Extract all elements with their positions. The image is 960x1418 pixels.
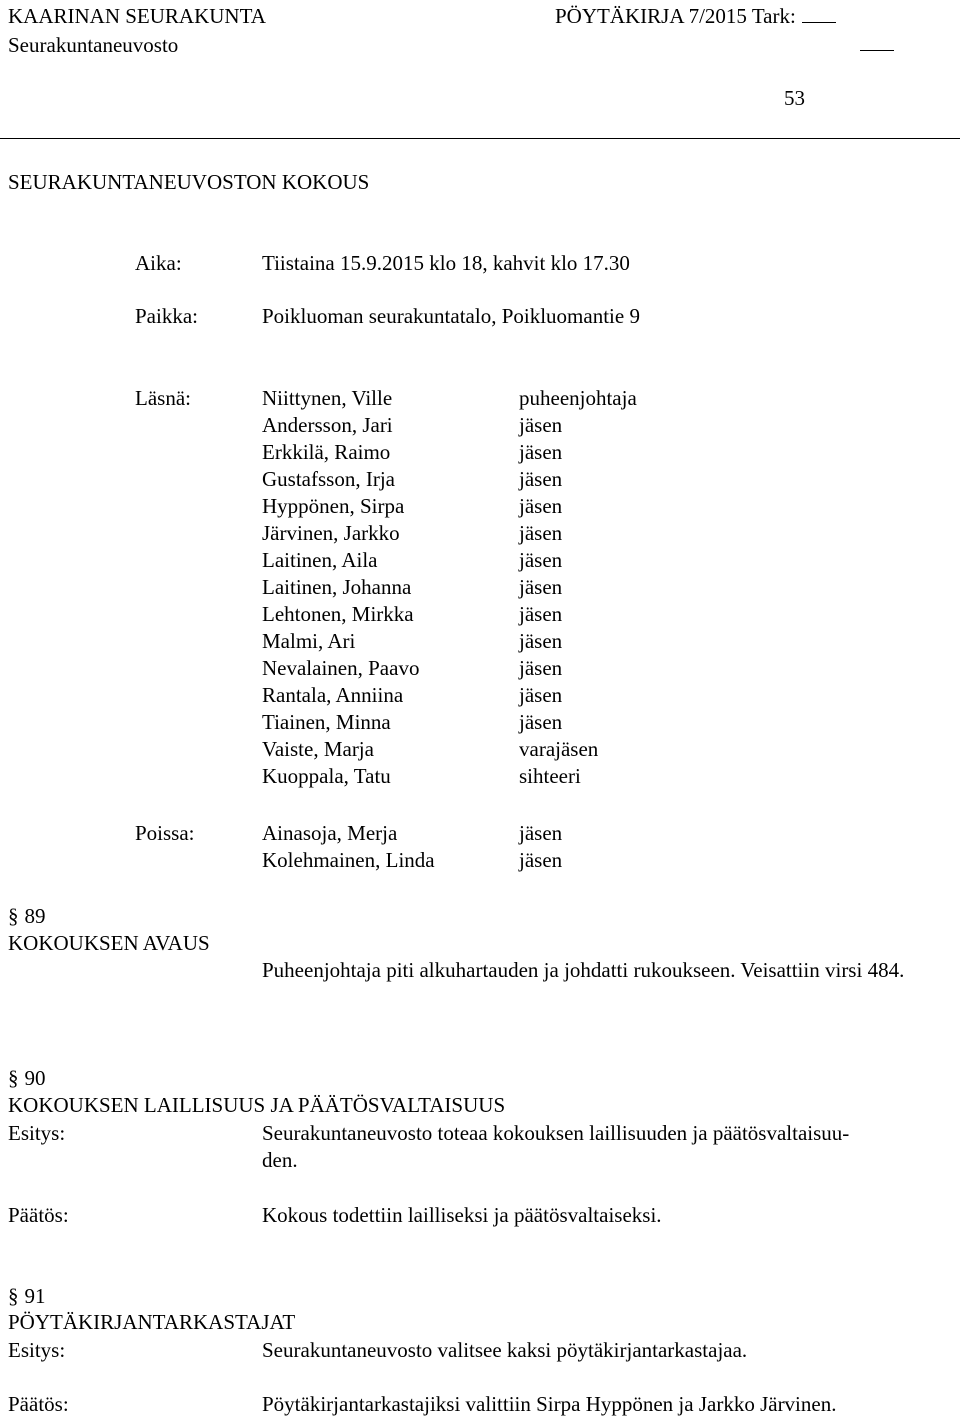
section-91-proposal-label: Esitys: — [8, 1338, 66, 1362]
section-90-decision-label: Päätös: — [8, 1203, 69, 1227]
header-divider — [0, 138, 960, 139]
attendee-role: varajäsen — [519, 737, 599, 761]
section-90-proposal-line-2: den. — [262, 1148, 298, 1172]
attendee-role: jäsen — [519, 521, 563, 545]
attendee-role: jäsen — [519, 548, 563, 572]
section-89-title: KOKOUKSEN AVAUS — [8, 931, 210, 955]
checker-initials-blank-2 — [860, 50, 894, 51]
section-91-title: PÖYTÄKIRJANTARKASTAJAT — [8, 1310, 296, 1334]
checker-label: Tark: — [751, 4, 796, 28]
attendee-role: jäsen — [519, 467, 563, 491]
section-90-proposal-label: Esitys: — [8, 1121, 66, 1145]
attendee-role: jäsen — [519, 683, 563, 707]
attendee-name: Järvinen, Jarkko — [262, 521, 400, 545]
absentee-role: jäsen — [519, 848, 563, 872]
section-91-decision-label: Päätös: — [8, 1392, 69, 1416]
present-label: Läsnä: — [135, 386, 191, 410]
section-89-text: Puheenjohtaja piti alkuhartauden ja johdatti rukoukseen. Veisattiin virsi 484. — [262, 958, 905, 982]
attendee-name: Rantala, Anniina — [262, 683, 404, 707]
attendee-role: jäsen — [519, 629, 563, 653]
section-90-proposal-line-1: Seurakuntaneuvosto toteaa kokouksen laillisuuden ja päätösvaltaisuu- — [262, 1121, 850, 1145]
attendee-name: Gustafsson, Irja — [262, 467, 395, 491]
attendee-name: Lehtonen, Mirkka — [262, 602, 414, 626]
body-name: Seurakuntaneuvosto — [8, 33, 179, 57]
attendee-name: Hyppönen, Sirpa — [262, 494, 405, 518]
time-value: Tiistaina 15.9.2015 klo 18, kahvit klo 17.30 — [262, 251, 630, 275]
section-91-proposal: Seurakuntaneuvosto valitsee kaksi pöytäkirjantarkastajaa. — [262, 1338, 748, 1362]
attendee-name: Tiainen, Minna — [262, 710, 391, 734]
section-sign-icon: § — [8, 1284, 19, 1308]
attendee-role: jäsen — [519, 494, 563, 518]
attendee-role: jäsen — [519, 710, 563, 734]
attendee-role: puheenjohtaja — [519, 386, 637, 410]
attendee-name: Malmi, Ari — [262, 629, 356, 653]
absent-label: Poissa: — [135, 821, 195, 845]
attendee-name: Erkkilä, Raimo — [262, 440, 391, 464]
attendee-role: jäsen — [519, 575, 563, 599]
time-label: Aika: — [135, 251, 182, 275]
attendee-name: Laitinen, Aila — [262, 548, 378, 572]
absentee-role: jäsen — [519, 821, 563, 845]
attendee-name: Nevalainen, Paavo — [262, 656, 420, 680]
section-90-decision: Kokous todettiin lailliseksi ja päätösvaltaiseksi. — [262, 1203, 662, 1227]
attendee-role: jäsen — [519, 656, 563, 680]
attendee-name: Niittynen, Ville — [262, 386, 393, 410]
section-89-number: § 89 — [8, 904, 46, 928]
attendee-name: Kuoppala, Tatu — [262, 764, 391, 788]
meeting-title: SEURAKUNTANEUVOSTON KOKOUS — [8, 170, 370, 194]
document-number: PÖYTÄKIRJA 7/2015 — [555, 4, 747, 28]
section-90-number: § 90 — [8, 1066, 46, 1090]
absentee-name: Kolehmainen, Linda — [262, 848, 435, 872]
page-number: 53 — [784, 86, 805, 110]
section-90-title: KOKOUKSEN LAILLISUUS JA PÄÄTÖSVALTAISUUS — [8, 1093, 506, 1117]
document-id — [555, 3, 836, 30]
organization-name: KAARINAN SEURAKUNTA — [8, 4, 266, 28]
absentee-name: Ainasoja, Merja — [262, 821, 398, 845]
place-value: Poikluoman seurakuntatalo, Poikluomantie 9 — [262, 304, 640, 328]
attendee-role: jäsen — [519, 440, 563, 464]
attendee-role: sihteeri — [519, 764, 581, 788]
attendee-name: Vaiste, Marja — [262, 737, 374, 761]
attendee-role: jäsen — [519, 413, 563, 437]
attendee-name: Andersson, Jari — [262, 413, 393, 437]
section-sign-icon: § — [8, 904, 19, 928]
section-91-decision: Pöytäkirjantarkastajiksi valittiin Sirpa Hyppönen ja Jarkko Järvinen. — [262, 1392, 837, 1416]
section-sign-icon: § — [8, 1066, 19, 1090]
attendee-name: Laitinen, Johanna — [262, 575, 412, 599]
attendee-role: jäsen — [519, 602, 563, 626]
place-label: Paikka: — [135, 304, 198, 328]
section-91-number: § 91 — [8, 1284, 46, 1308]
checker-initials-blank — [802, 5, 836, 23]
